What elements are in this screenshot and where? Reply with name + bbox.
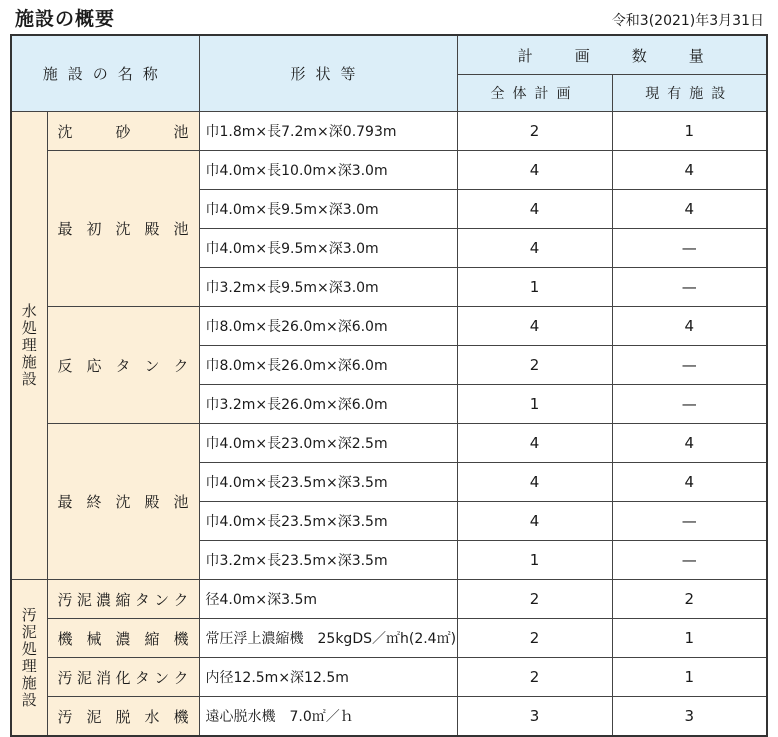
overall-plan-count: 4 <box>457 229 612 268</box>
header-shape: 形状等 <box>199 35 457 112</box>
facility-name-cell <box>47 697 199 737</box>
current-facility-count: 1 <box>612 619 767 658</box>
facility-name-cell <box>47 619 199 658</box>
overall-plan-count: 4 <box>457 190 612 229</box>
current-facility-count: — <box>612 385 767 424</box>
current-facility-count: 3 <box>612 697 767 737</box>
facility-name: 機 械 濃 縮 機 <box>57 629 189 648</box>
category-label: 汚泥処理施設 <box>11 580 47 737</box>
category-label: 水処理施設 <box>11 112 47 580</box>
table-row <box>11 307 767 346</box>
current-facility-count: 4 <box>612 190 767 229</box>
overall-plan-count: 4 <box>457 502 612 541</box>
shape-spec: 巾3.2m×長9.5m×深3.0m <box>199 268 457 307</box>
shape-spec: 遠心脱水機 7.0㎡／ｈ <box>199 697 457 737</box>
overall-plan-count: 4 <box>457 424 612 463</box>
header-current-facilities: 現有施設 <box>612 75 767 112</box>
table-row <box>11 424 767 463</box>
overall-plan-count: 4 <box>457 307 612 346</box>
table-row <box>11 697 767 737</box>
overall-plan-count: 3 <box>457 697 612 737</box>
current-facility-count: — <box>612 268 767 307</box>
overall-plan-count: 1 <box>457 541 612 580</box>
facility-name-cell <box>47 112 199 151</box>
facility-name: 沈 砂 池 <box>57 122 189 141</box>
shape-spec: 巾4.0m×長23.0m×深2.5m <box>199 424 457 463</box>
current-facility-count: 1 <box>612 658 767 697</box>
current-facility-count: — <box>612 502 767 541</box>
overall-plan-count: 2 <box>457 112 612 151</box>
shape-spec: 巾4.0m×長9.5m×深3.0m <box>199 190 457 229</box>
current-facility-count: 4 <box>612 307 767 346</box>
current-facility-count: — <box>612 346 767 385</box>
current-facility-count: 2 <box>612 580 767 619</box>
shape-spec: 常圧浮上濃縮機 25kgDS／㎡h(2.4㎡) <box>199 619 457 658</box>
shape-spec: 巾1.8m×長7.2m×深0.793m <box>199 112 457 151</box>
current-facility-count: 1 <box>612 112 767 151</box>
table-row <box>11 580 767 619</box>
facility-name-cell <box>47 580 199 619</box>
shape-spec: 巾3.2m×長26.0m×深6.0m <box>199 385 457 424</box>
shape-spec: 巾8.0m×長26.0m×深6.0m <box>199 307 457 346</box>
shape-spec: 内径12.5m×深12.5m <box>199 658 457 697</box>
overall-plan-count: 2 <box>457 580 612 619</box>
overall-plan-count: 4 <box>457 151 612 190</box>
table-row <box>11 619 767 658</box>
current-facility-count: 4 <box>612 463 767 502</box>
overall-plan-count: 1 <box>457 385 612 424</box>
facility-name-cell <box>47 307 199 424</box>
shape-spec: 径4.0m×深3.5m <box>199 580 457 619</box>
overall-plan-count: 2 <box>457 658 612 697</box>
current-facility-count: 4 <box>612 151 767 190</box>
shape-spec: 巾4.0m×長23.5m×深3.5m <box>199 463 457 502</box>
shape-spec: 巾4.0m×長10.0m×深3.0m <box>199 151 457 190</box>
table-row <box>11 151 767 190</box>
facility-name: 汚 泥 濃 縮 タ ン ク <box>57 590 189 609</box>
facility-name-cell <box>47 658 199 697</box>
overall-plan-count: 2 <box>457 619 612 658</box>
facility-name: 汚 泥 消 化 タ ン ク <box>57 668 189 687</box>
shape-spec: 巾3.2m×長23.5m×深3.5m <box>199 541 457 580</box>
header-facility-name: 施設の名称 <box>11 35 199 112</box>
facility-name: 最 初 沈 殿 池 <box>57 220 189 238</box>
header-planned-quantity: 計画数量 <box>457 35 767 75</box>
facility-name: 最 終 沈 殿 池 <box>57 493 189 511</box>
header-overall-plan: 全体計画 <box>457 75 612 112</box>
overall-plan-count: 1 <box>457 268 612 307</box>
facility-name-cell <box>47 424 199 580</box>
page-title: 施設の概要 <box>15 8 116 30</box>
table-row <box>11 112 767 151</box>
facility-name: 反 応 タ ン ク <box>57 356 189 375</box>
current-facility-count: 4 <box>612 424 767 463</box>
shape-spec: 巾4.0m×長23.5m×深3.5m <box>199 502 457 541</box>
current-facility-count: — <box>612 229 767 268</box>
table-row <box>11 658 767 697</box>
shape-spec: 巾4.0m×長9.5m×深3.0m <box>199 229 457 268</box>
facility-name-cell <box>47 151 199 307</box>
facility-name: 汚 泥 脱 水 機 <box>57 707 189 726</box>
table-header <box>11 35 767 112</box>
table-body <box>11 112 767 737</box>
overall-plan-count: 4 <box>457 463 612 502</box>
current-facility-count: — <box>612 541 767 580</box>
shape-spec: 巾8.0m×長26.0m×深6.0m <box>199 346 457 385</box>
as-of-date: 令和3(2021)年3月31日 <box>611 13 764 29</box>
facility-table <box>10 34 768 737</box>
overall-plan-count: 2 <box>457 346 612 385</box>
